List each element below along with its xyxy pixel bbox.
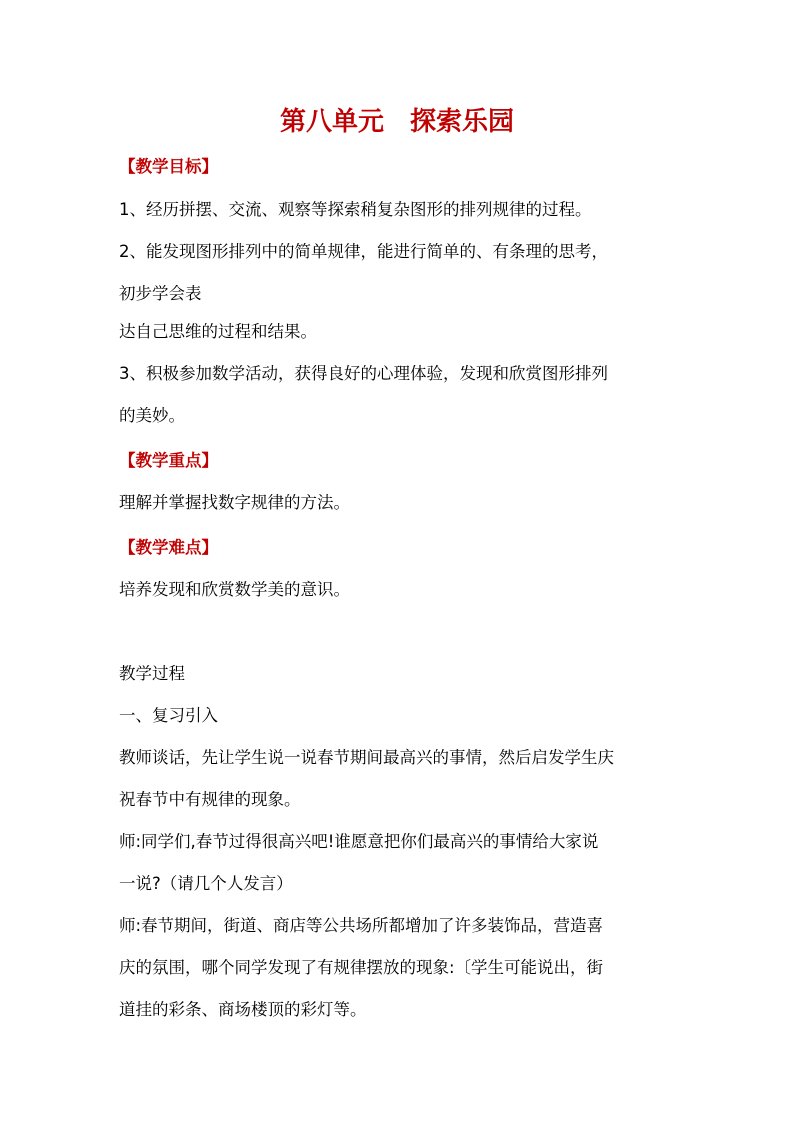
process-heading: 教学过程 bbox=[119, 664, 185, 683]
process-line-7: 庆的氛围，哪个同学发现了有规律摆放的现象:〔学生可能说出，街 bbox=[119, 958, 604, 977]
difficulties-line-1: 培养发现和欣赏数学美的意识。 bbox=[119, 580, 350, 599]
process-line-8: 道挂的彩条、商场楼顶的彩灯等。 bbox=[119, 1000, 367, 1019]
objectives-line-5: 3、积极参加数学活动，获得良好的心理体验，发现和欣赏图形排列 bbox=[119, 364, 608, 383]
objectives-line-1: 1、经历拼摆、交流、观察等探索稍复杂图形的排列规律的过程。 bbox=[119, 200, 592, 219]
process-line-4: 师:同学们,春节过得很高兴吧!谁愿意把你们最高兴的事情给大家说 bbox=[119, 832, 599, 851]
objectives-line-6: 的美妙。 bbox=[119, 406, 185, 425]
objectives-line-2: 2、能发现图形排列中的简单规律，能进行简单的、有条理的思考， bbox=[119, 242, 608, 261]
key-points-line-1: 理解并掌握找数字规律的方法。 bbox=[119, 493, 350, 512]
process-line-1: 一、复习引入 bbox=[119, 706, 218, 725]
process-line-2: 教师谈话，先让学生说一说春节期间最高兴的事情，然后启发学生庆 bbox=[119, 748, 614, 767]
process-line-5: 一说?（请几个人发言） bbox=[119, 874, 293, 893]
objectives-line-4: 达自己思维的过程和结果。 bbox=[119, 322, 317, 341]
process-line-3: 祝春节中有规律的现象。 bbox=[119, 790, 301, 809]
objectives-heading: 【教学目标】 bbox=[119, 157, 218, 176]
difficulties-heading: 【教学难点】 bbox=[119, 538, 218, 557]
page-title: 第八单元 探索乐园 bbox=[279, 107, 514, 137]
key-points-heading: 【教学重点】 bbox=[119, 451, 218, 470]
process-line-6: 师:春节期间，街道、商店等公共场所都增加了许多装饰品，营造喜 bbox=[119, 916, 604, 935]
objectives-line-3: 初步学会表 bbox=[119, 284, 202, 303]
